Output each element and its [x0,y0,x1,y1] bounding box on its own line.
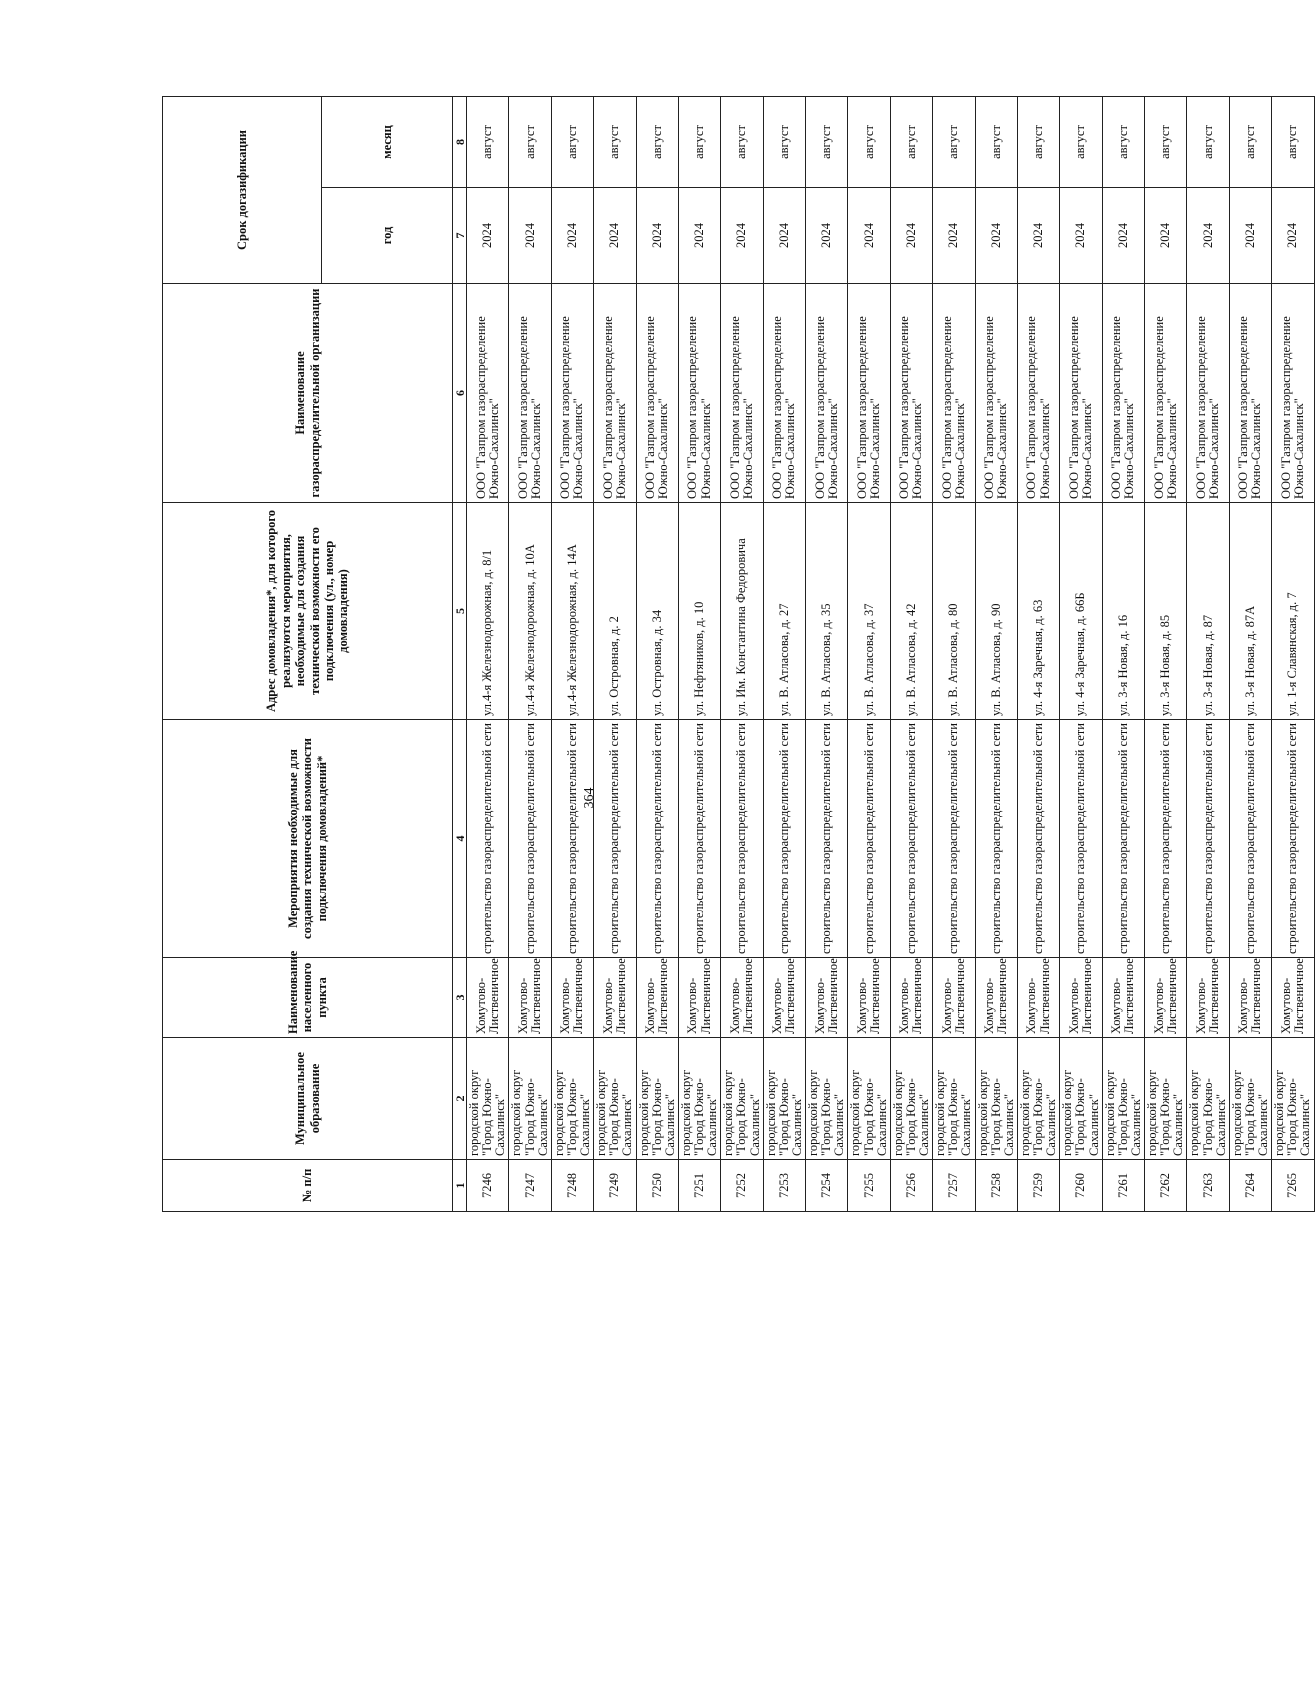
cell-year: 2024 [1187,188,1229,284]
cell-settlement: Хомутово-Лиственичное [509,958,551,1038]
cell-address: ул. Им. Константина Федоровича [721,503,763,720]
cell-settlement: Хомутово-Лиственичное [1145,958,1187,1038]
cell-organization: ООО "Газпром газораспределение Южно-Сахалинск" [551,284,593,503]
cell-month: август [1187,96,1229,187]
page-number-text: 364 [582,787,597,809]
cell-address: ул.4-я Железнодорожная, д. 8/1 [467,503,509,720]
cell-row-number: 7256 [890,1160,932,1212]
cell-year: 2024 [1272,188,1314,284]
cell-year: 2024 [975,188,1017,284]
cell-year: 2024 [1145,188,1187,284]
cell-month: август [509,96,551,187]
cell-month: август [763,96,805,187]
cell-month: август [806,96,848,187]
column-number: 8 [453,96,467,187]
cell-year: 2024 [678,188,720,284]
header-month: месяц [322,96,453,187]
cell-settlement: Хомутово-Лиственичное [721,958,763,1038]
cell-row-number: 7262 [1145,1160,1187,1212]
cell-row-number: 7259 [1017,1160,1059,1212]
cell-month: август [467,96,509,187]
cell-activity: строительство газораспределительной сети [594,720,636,958]
cell-address: ул. В. Атласова, д. 42 [890,503,932,720]
cell-settlement: Хомутово-Лиственичное [1102,958,1144,1038]
cell-organization: ООО "Газпром газораспределение Южно-Сахалинск" [890,284,932,503]
table-row [721,96,763,1211]
header-municipality: Муниципальное образование [163,1038,453,1160]
cell-municipality: городской округ "Город Южно-Сахалинск" [1017,1038,1059,1160]
cell-row-number: 7250 [636,1160,678,1212]
cell-month: август [1145,96,1187,187]
cell-activity: строительство газораспределительной сети [933,720,975,958]
cell-row-number: 7258 [975,1160,1017,1212]
table-row [551,96,593,1211]
cell-activity: строительство газораспределительной сети [509,720,551,958]
cell-month: август [848,96,890,187]
cell-settlement: Хомутово-Лиственичное [975,958,1017,1038]
table-row [1017,96,1059,1211]
cell-year: 2024 [848,188,890,284]
table-row [636,96,678,1211]
cell-month: август [1229,96,1271,187]
cell-row-number: 7260 [1060,1160,1102,1212]
column-number: 3 [453,958,467,1038]
cell-activity: строительство газораспределительной сети [1017,720,1059,958]
cell-month: август [1017,96,1059,187]
cell-municipality: городской округ "Город Южно-Сахалинск" [594,1038,636,1160]
table-row [1145,96,1187,1211]
table-row [1060,96,1102,1211]
cell-organization: ООО "Газпром газораспределение Южно-Сахалинск" [1229,284,1271,503]
cell-address: ул. 3-я Новая, д. 85 [1145,503,1187,720]
cell-settlement: Хомутово-Лиственичное [848,958,890,1038]
cell-month: август [1272,96,1314,187]
column-numbers-row [453,96,467,1211]
cell-address: ул. 3-я Новая, д. 16 [1102,503,1144,720]
cell-activity: строительство газораспределительной сети [678,720,720,958]
cell-municipality: городской округ "Город Южно-Сахалинск" [975,1038,1017,1160]
cell-municipality: городской округ "Город Южно-Сахалинск" [551,1038,593,1160]
cell-activity: строительство газораспределительной сети [551,720,593,958]
cell-organization: ООО "Газпром газораспределение Южно-Сахалинск" [467,284,509,503]
cell-organization: ООО "Газпром газораспределение Южно-Сахалинск" [721,284,763,503]
cell-row-number: 7251 [678,1160,720,1212]
header-row-1 [163,96,322,1211]
cell-year: 2024 [1017,188,1059,284]
cell-year: 2024 [551,188,593,284]
cell-month: август [933,96,975,187]
cell-organization: ООО "Газпром газораспределение Южно-Сахалинск" [1102,284,1144,503]
cell-settlement: Хомутово-Лиственичное [933,958,975,1038]
cell-municipality: городской округ "Город Южно-Сахалинск" [1102,1038,1144,1160]
cell-municipality: городской округ "Город Южно-Сахалинск" [1272,1038,1314,1160]
cell-settlement: Хомутово-Лиственичное [763,958,805,1038]
cell-address: ул. В. Атласова, д. 27 [763,503,805,720]
table-row [594,96,636,1211]
column-number: 1 [453,1160,467,1212]
cell-row-number: 7248 [551,1160,593,1212]
cell-settlement: Хомутово-Лиственичное [806,958,848,1038]
cell-organization: ООО "Газпром газораспределение Южно-Сахалинск" [1272,284,1314,503]
cell-row-number: 7247 [509,1160,551,1212]
table-row [1102,96,1144,1211]
cell-month: август [721,96,763,187]
cell-month: август [890,96,932,187]
cell-address: ул. 3-я Новая, д. 87 [1187,503,1229,720]
cell-activity: строительство газораспределительной сети [467,720,509,958]
cell-organization: ООО "Газпром газораспределение Южно-Сахалинск" [933,284,975,503]
cell-year: 2024 [806,188,848,284]
cell-address: ул. 4-я Заречная, д. 63 [1017,503,1059,720]
cell-municipality: городской округ "Город Южно-Сахалинск" [467,1038,509,1160]
cell-organization: ООО "Газпром газораспределение Южно-Сахалинск" [1145,284,1187,503]
cell-activity: строительство газораспределительной сети [1102,720,1144,958]
cell-settlement: Хомутово-Лиственичное [1272,958,1314,1038]
cell-year: 2024 [933,188,975,284]
cell-organization: ООО "Газпром газораспределение Южно-Сахалинск" [1017,284,1059,503]
cell-year: 2024 [1229,188,1271,284]
cell-organization: ООО "Газпром газораспределение Южно-Сахалинск" [975,284,1017,503]
table-row [1272,96,1314,1211]
cell-row-number: 7257 [933,1160,975,1212]
cell-month: август [594,96,636,187]
cell-activity: строительство газораспределительной сети [1272,720,1314,958]
header-num: № п/п [163,1160,453,1212]
cell-year: 2024 [890,188,932,284]
cell-address: ул. 1-я Славянская, д. 7 [1272,503,1314,720]
gasification-table [162,96,1315,1212]
cell-month: август [1060,96,1102,187]
cell-month: август [678,96,720,187]
cell-municipality: городской округ "Город Южно-Сахалинск" [678,1038,720,1160]
cell-row-number: 7246 [467,1160,509,1212]
cell-municipality: городской округ "Город Южно-Сахалинск" [806,1038,848,1160]
cell-address: ул. 3-я Новая, д. 87А [1229,503,1271,720]
cell-municipality: городской округ "Город Южно-Сахалинск" [890,1038,932,1160]
column-number: 6 [453,284,467,503]
cell-address: ул. В. Атласова, д. 90 [975,503,1017,720]
cell-address: ул. 4-я Заречная, д. 66Б [1060,503,1102,720]
cell-settlement: Хомутово-Лиственичное [1017,958,1059,1038]
cell-address: ул. В. Атласова, д. 37 [848,503,890,720]
cell-organization: ООО "Газпром газораспределение Южно-Сахалинск" [636,284,678,503]
cell-year: 2024 [1060,188,1102,284]
cell-row-number: 7261 [1102,1160,1144,1212]
cell-row-number: 7252 [721,1160,763,1212]
table-row [509,96,551,1211]
header-term: Срок догазификации [163,96,322,283]
table-row [806,96,848,1211]
column-number: 5 [453,503,467,720]
cell-activity: строительство газораспределительной сети [806,720,848,958]
cell-settlement: Хомутово-Лиственичное [636,958,678,1038]
cell-settlement: Хомутово-Лиственичное [467,958,509,1038]
table-row [763,96,805,1211]
cell-organization: ООО "Газпром газораспределение Южно-Сахалинск" [1187,284,1229,503]
table-row [890,96,932,1211]
cell-municipality: городской округ "Город Южно-Сахалинск" [1060,1038,1102,1160]
cell-month: август [1102,96,1144,187]
cell-organization: ООО "Газпром газораспределение Южно-Сахалинск" [678,284,720,503]
cell-activity: строительство газораспределительной сети [763,720,805,958]
cell-row-number: 7254 [806,1160,848,1212]
cell-address: ул. Островная, д. 2 [594,503,636,720]
cell-address: ул.4-я Железнодорожная, д. 14А [551,503,593,720]
table-row [678,96,720,1211]
cell-activity: строительство газораспределительной сети [1187,720,1229,958]
cell-row-number: 7264 [1229,1160,1271,1212]
cell-municipality: городской округ "Город Южно-Сахалинск" [721,1038,763,1160]
cell-municipality: городской округ "Город Южно-Сахалинск" [1187,1038,1229,1160]
cell-address: ул. В. Атласова, д. 80 [933,503,975,720]
cell-municipality: городской округ "Город Южно-Сахалинск" [933,1038,975,1160]
cell-row-number: 7249 [594,1160,636,1212]
rotated-table-wrapper [162,96,1315,1212]
cell-settlement: Хомутово-Лиственичное [1229,958,1271,1038]
cell-organization: ООО "Газпром газораспределение Южно-Сахалинск" [848,284,890,503]
table-row [467,96,509,1211]
cell-organization: ООО "Газпром газораспределение Южно-Сахалинск" [806,284,848,503]
cell-year: 2024 [763,188,805,284]
cell-address: ул. Нефтяников, д. 10 [678,503,720,720]
header-organization: Наименование газораспределительной организации [163,284,453,503]
cell-activity: строительство газораспределительной сети [890,720,932,958]
cell-municipality: городской округ "Город Южно-Сахалинск" [763,1038,805,1160]
cell-settlement: Хомутово-Лиственичное [1060,958,1102,1038]
cell-year: 2024 [636,188,678,284]
cell-municipality: городской округ "Город Южно-Сахалинск" [848,1038,890,1160]
cell-settlement: Хомутово-Лиственичное [594,958,636,1038]
cell-row-number: 7263 [1187,1160,1229,1212]
cell-year: 2024 [721,188,763,284]
cell-address: ул.4-я Железнодорожная, д. 10А [509,503,551,720]
cell-settlement: Хомутово-Лиственичное [551,958,593,1038]
cell-activity: строительство газораспределительной сети [975,720,1017,958]
cell-activity: строительство газораспределительной сети [636,720,678,958]
header-settlement: Наименование населенного пункта [163,958,453,1038]
cell-municipality: городской округ "Город Южно-Сахалинск" [1229,1038,1271,1160]
cell-month: август [551,96,593,187]
table-row [933,96,975,1211]
header-year: год [322,188,453,284]
table-row [1187,96,1229,1211]
cell-year: 2024 [1102,188,1144,284]
cell-municipality: городской округ "Город Южно-Сахалинск" [509,1038,551,1160]
table-body [467,96,1315,1211]
cell-row-number: 7253 [763,1160,805,1212]
cell-activity: строительство газораспределительной сети [1060,720,1102,958]
cell-organization: ООО "Газпром газораспределение Южно-Сахалинск" [509,284,551,503]
cell-activity: строительство газораспределительной сети [848,720,890,958]
cell-organization: ООО "Газпром газораспределение Южно-Сахалинск" [1060,284,1102,503]
header-address: Адрес домовладения*, для которого реализуются мероприятия, необходимые для создания технической возможности его подключения (ул., номер домовладения) [163,503,453,720]
cell-month: август [636,96,678,187]
column-number: 4 [453,720,467,958]
cell-activity: строительство газораспределительной сети [1145,720,1187,958]
cell-organization: ООО "Газпром газораспределение Южно-Сахалинск" [763,284,805,503]
cell-activity: строительство газораспределительной сети [1229,720,1271,958]
cell-year: 2024 [594,188,636,284]
cell-address: ул. В. Атласова, д. 35 [806,503,848,720]
cell-row-number: 7265 [1272,1160,1314,1212]
cell-organization: ООО "Газпром газораспределение Южно-Сахалинск" [594,284,636,503]
cell-settlement: Хомутово-Лиственичное [890,958,932,1038]
cell-municipality: городской округ "Город Южно-Сахалинск" [1145,1038,1187,1160]
table-row [975,96,1017,1211]
cell-address: ул. Островная, д. 34 [636,503,678,720]
cell-month: август [975,96,1017,187]
column-number: 7 [453,188,467,284]
cell-year: 2024 [467,188,509,284]
cell-row-number: 7255 [848,1160,890,1212]
cell-activity: строительство газораспределительной сети [721,720,763,958]
header-activity: Мероприятия необходимые для создания технической возможности подключения домовладений* [163,720,453,958]
cell-year: 2024 [509,188,551,284]
cell-municipality: городской округ "Город Южно-Сахалинск" [636,1038,678,1160]
table-row [1229,96,1271,1211]
cell-settlement: Хомутово-Лиственичное [678,958,720,1038]
column-number: 2 [453,1038,467,1160]
cell-settlement: Хомутово-Лиственичное [1187,958,1229,1038]
table-row [848,96,890,1211]
